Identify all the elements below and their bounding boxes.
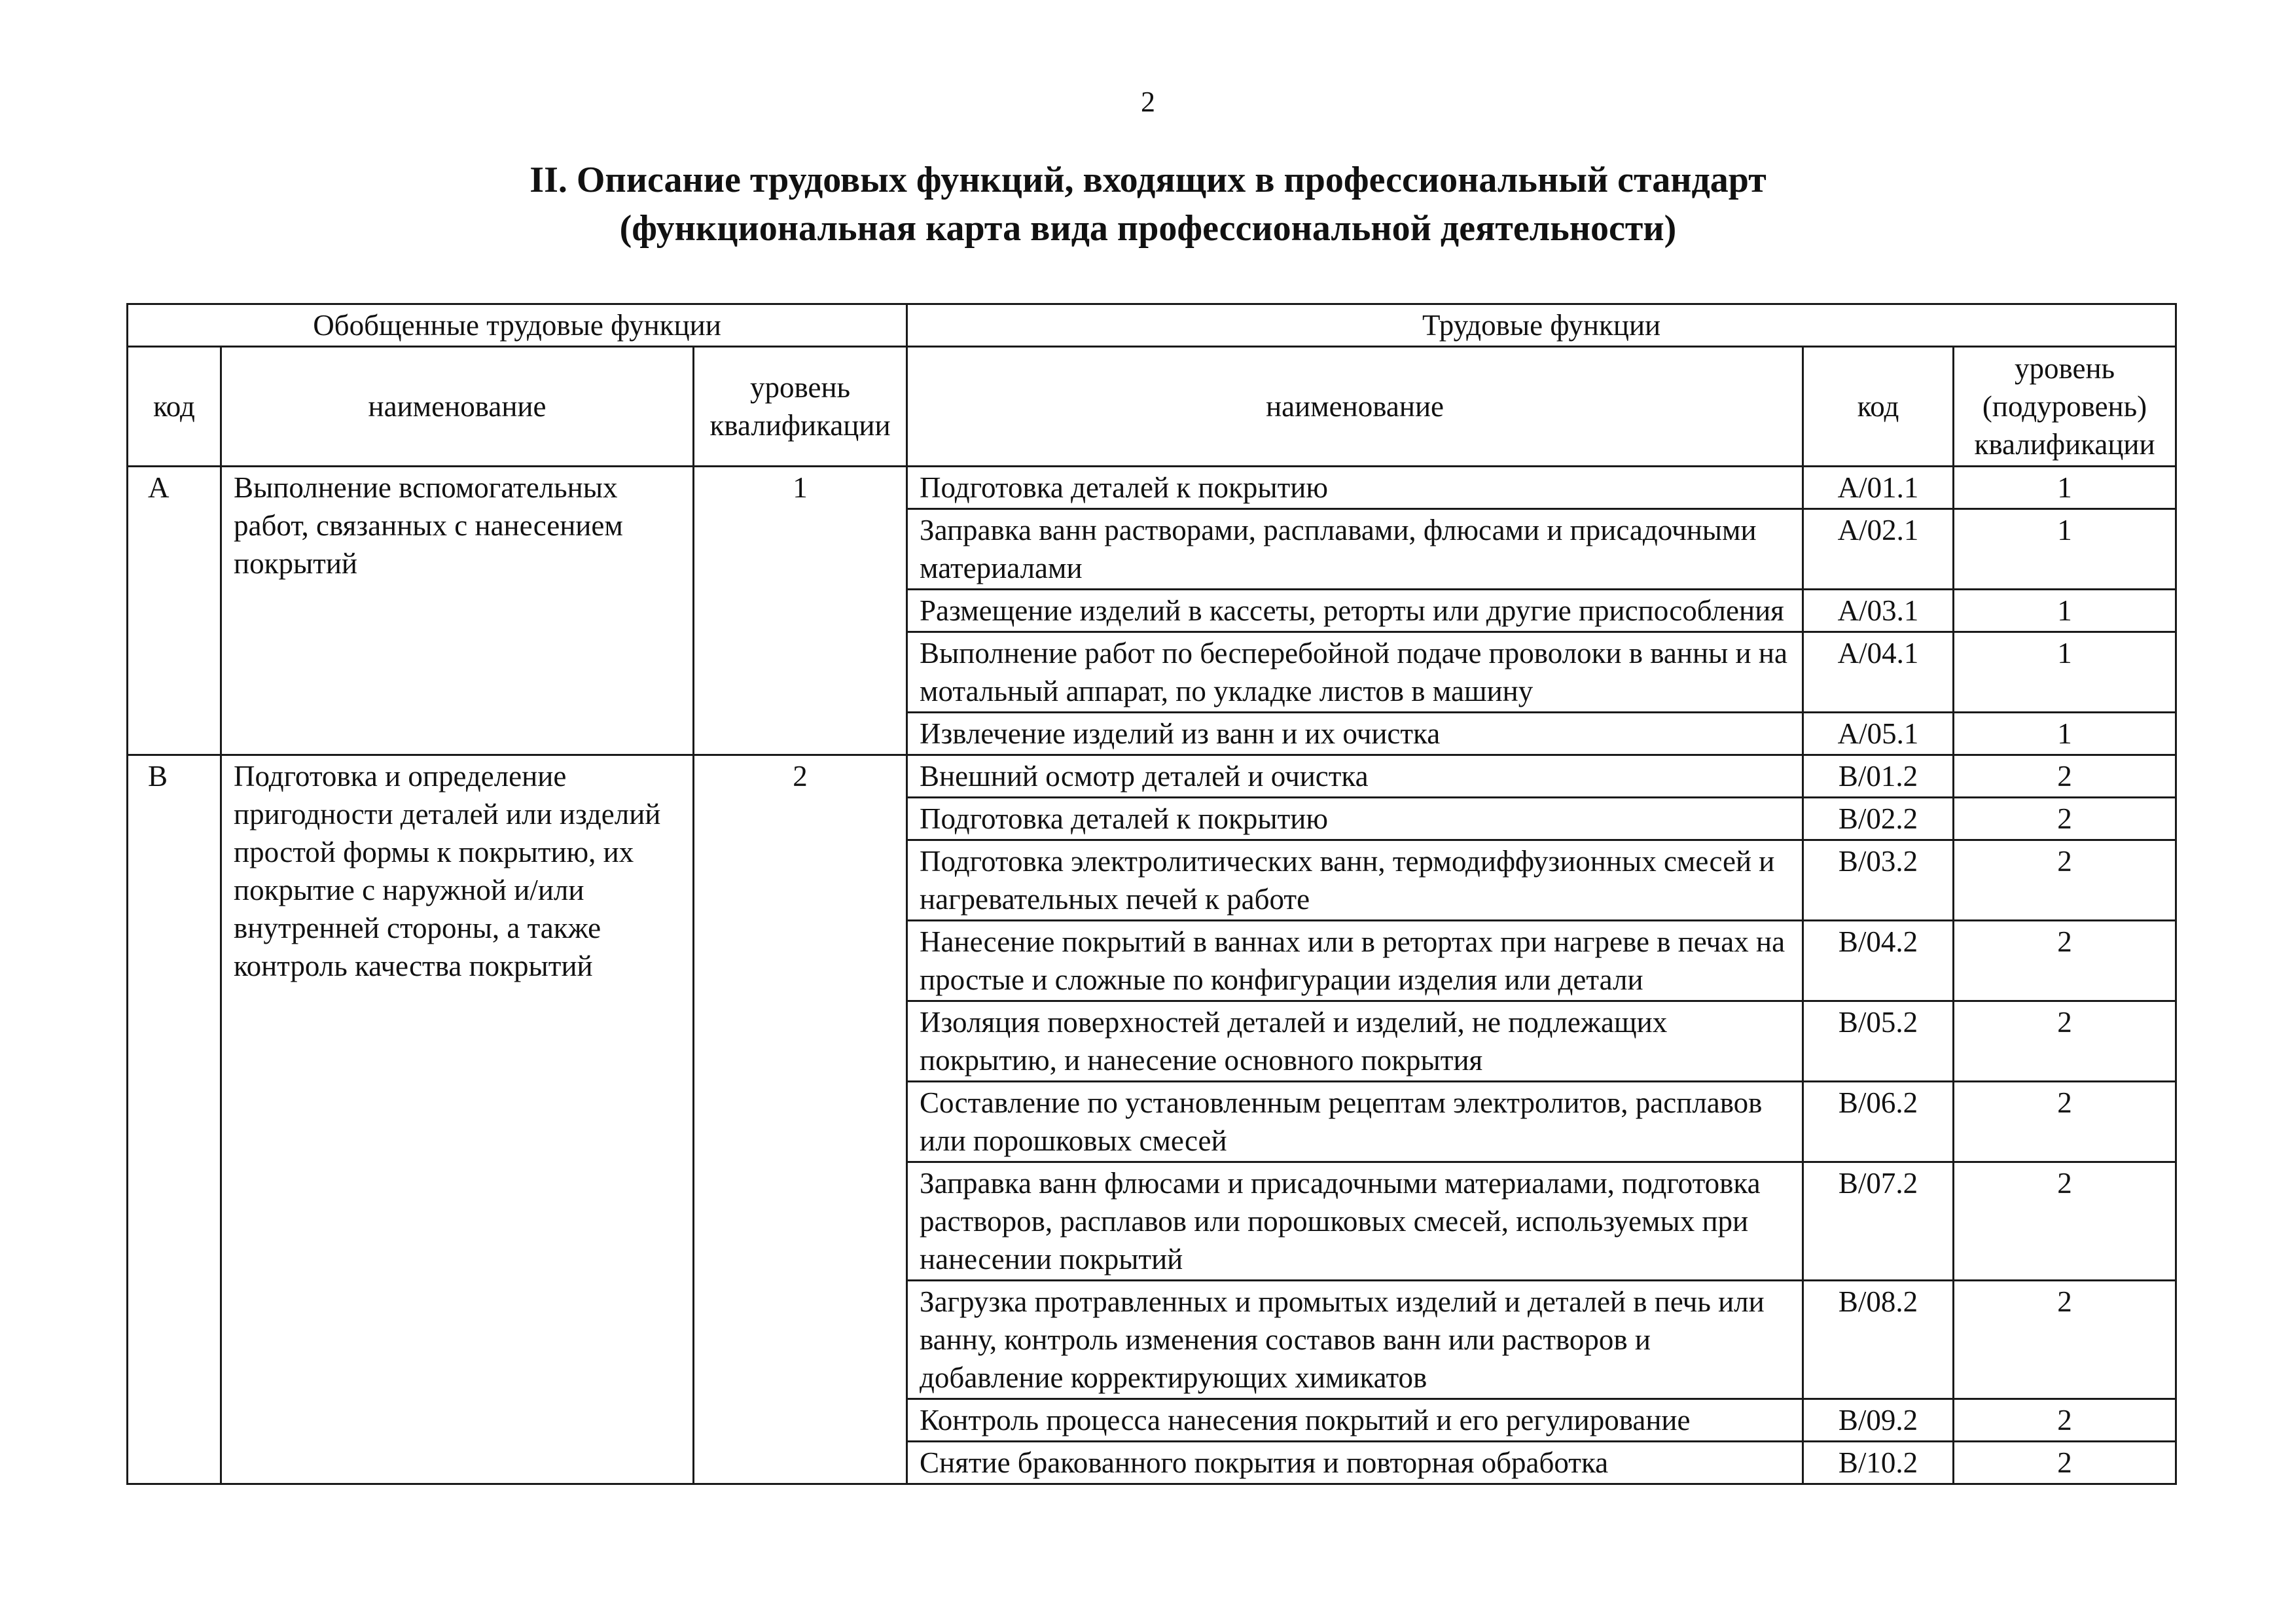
page-number: 2 bbox=[1141, 86, 1155, 118]
labor-function-name: Размещение изделий в кассеты, реторты или другие приспособления bbox=[907, 590, 1803, 632]
labor-function-code: В/09.2 bbox=[1803, 1399, 1954, 1442]
labor-function-code: А/01.1 bbox=[1803, 467, 1954, 509]
labor-function-name: Загрузка протравленных и промытых изделий и деталей в печь или ванну, контроль изменения составов ванн или растворов и добавление корректирующих химикатов bbox=[907, 1281, 1803, 1399]
labor-function-level: 1 bbox=[1954, 632, 2176, 713]
table-body bbox=[128, 467, 2176, 1484]
labor-function-name: Подготовка деталей к покрытию bbox=[907, 467, 1803, 509]
section-title-line-1: II. Описание трудовых функций, входящих в профессиональный стандарт bbox=[529, 160, 1767, 200]
labor-function-level: 2 bbox=[1954, 1162, 2176, 1281]
header-labor-functions: Трудовые функции bbox=[907, 304, 2176, 347]
labor-function-name: Выполнение работ по бесперебойной подаче проволоки в ванны и на мотальный аппарат, по укладке листов в машину bbox=[907, 632, 1803, 713]
generalized-function-name: Подготовка и определение пригодности деталей или изделий простой формы к покрытию, их покрытие с наружной и/или внутренней стороны, а также контроль качества покрытий bbox=[221, 755, 694, 1484]
header-fn-name: наименование bbox=[907, 347, 1803, 467]
header-fn-level: уровень (подуровень) квалификации bbox=[1954, 347, 2176, 467]
labor-function-level: 2 bbox=[1954, 1399, 2176, 1442]
generalized-function-code: А bbox=[128, 467, 221, 755]
labor-function-code: А/05.1 bbox=[1803, 713, 1954, 755]
generalized-function-name: Выполнение вспомогательных работ, связанных с нанесением покрытий bbox=[221, 467, 694, 755]
section-title-line-2: (функциональная карта вида профессиональной деятельности) bbox=[619, 208, 1677, 249]
labor-function-level: 2 bbox=[1954, 1442, 2176, 1484]
generalized-function-level: 1 bbox=[694, 467, 907, 755]
labor-function-code: А/02.1 bbox=[1803, 509, 1954, 590]
labor-function-name: Составление по установленным рецептам электролитов, расплавов или порошковых смесей bbox=[907, 1082, 1803, 1162]
labor-function-code: А/04.1 bbox=[1803, 632, 1954, 713]
header-gen-level: уровень квалификации bbox=[694, 347, 907, 467]
labor-function-level: 2 bbox=[1954, 798, 2176, 840]
header-generalized-functions: Обобщенные трудовые функции bbox=[128, 304, 907, 347]
labor-function-name: Нанесение покрытий в ваннах или в ретортах при нагреве в печах на простые и сложные по конфигурации изделия или детали bbox=[907, 921, 1803, 1001]
functional-map-table-wrapper bbox=[126, 303, 2175, 1485]
labor-function-code: В/10.2 bbox=[1803, 1442, 1954, 1484]
labor-function-code: В/01.2 bbox=[1803, 755, 1954, 798]
labor-function-level: 2 bbox=[1954, 921, 2176, 1001]
labor-function-level: 1 bbox=[1954, 509, 2176, 590]
labor-function-code: В/03.2 bbox=[1803, 840, 1954, 921]
functional-map-table bbox=[126, 303, 2177, 1485]
labor-function-name: Изоляция поверхностей деталей и изделий, не подлежащих покрытию, и нанесение основного покрытия bbox=[907, 1001, 1803, 1082]
labor-function-level: 2 bbox=[1954, 1001, 2176, 1082]
labor-function-name: Контроль процесса нанесения покрытий и его регулирование bbox=[907, 1399, 1803, 1442]
labor-function-name: Подготовка электролитических ванн, термодиффузионных смесей и нагревательных печей к работе bbox=[907, 840, 1803, 921]
header-gen-name: наименование bbox=[221, 347, 694, 467]
header-gen-code: код bbox=[128, 347, 221, 467]
labor-function-name: Заправка ванн растворами, расплавами, флюсами и присадочными материалами bbox=[907, 509, 1803, 590]
labor-function-level: 2 bbox=[1954, 840, 2176, 921]
labor-function-code: А/03.1 bbox=[1803, 590, 1954, 632]
section-title bbox=[0, 156, 2296, 253]
labor-function-code: В/05.2 bbox=[1803, 1001, 1954, 1082]
labor-function-code: В/02.2 bbox=[1803, 798, 1954, 840]
labor-function-level: 2 bbox=[1954, 1082, 2176, 1162]
generalized-function-level: 2 bbox=[694, 755, 907, 1484]
labor-function-name: Извлечение изделий из ванн и их очистка bbox=[907, 713, 1803, 755]
labor-function-level: 2 bbox=[1954, 755, 2176, 798]
labor-function-code: В/07.2 bbox=[1803, 1162, 1954, 1281]
labor-function-name: Внешний осмотр деталей и очистка bbox=[907, 755, 1803, 798]
labor-function-level: 2 bbox=[1954, 1281, 2176, 1399]
labor-function-name: Снятие бракованного покрытия и повторная обработка bbox=[907, 1442, 1803, 1484]
labor-function-level: 1 bbox=[1954, 590, 2176, 632]
generalized-function-code: В bbox=[128, 755, 221, 1484]
labor-function-code: В/04.2 bbox=[1803, 921, 1954, 1001]
labor-function-name: Заправка ванн флюсами и присадочными материалами, подготовка растворов, расплавов или порошковых смесей, используемых при нанесении покрытий bbox=[907, 1162, 1803, 1281]
labor-function-level: 1 bbox=[1954, 467, 2176, 509]
table-row bbox=[128, 467, 2176, 509]
labor-function-code: В/06.2 bbox=[1803, 1082, 1954, 1162]
header-fn-code: код bbox=[1803, 347, 1954, 467]
labor-function-level: 1 bbox=[1954, 713, 2176, 755]
labor-function-name: Подготовка деталей к покрытию bbox=[907, 798, 1803, 840]
labor-function-code: В/08.2 bbox=[1803, 1281, 1954, 1399]
table-row bbox=[128, 755, 2176, 798]
